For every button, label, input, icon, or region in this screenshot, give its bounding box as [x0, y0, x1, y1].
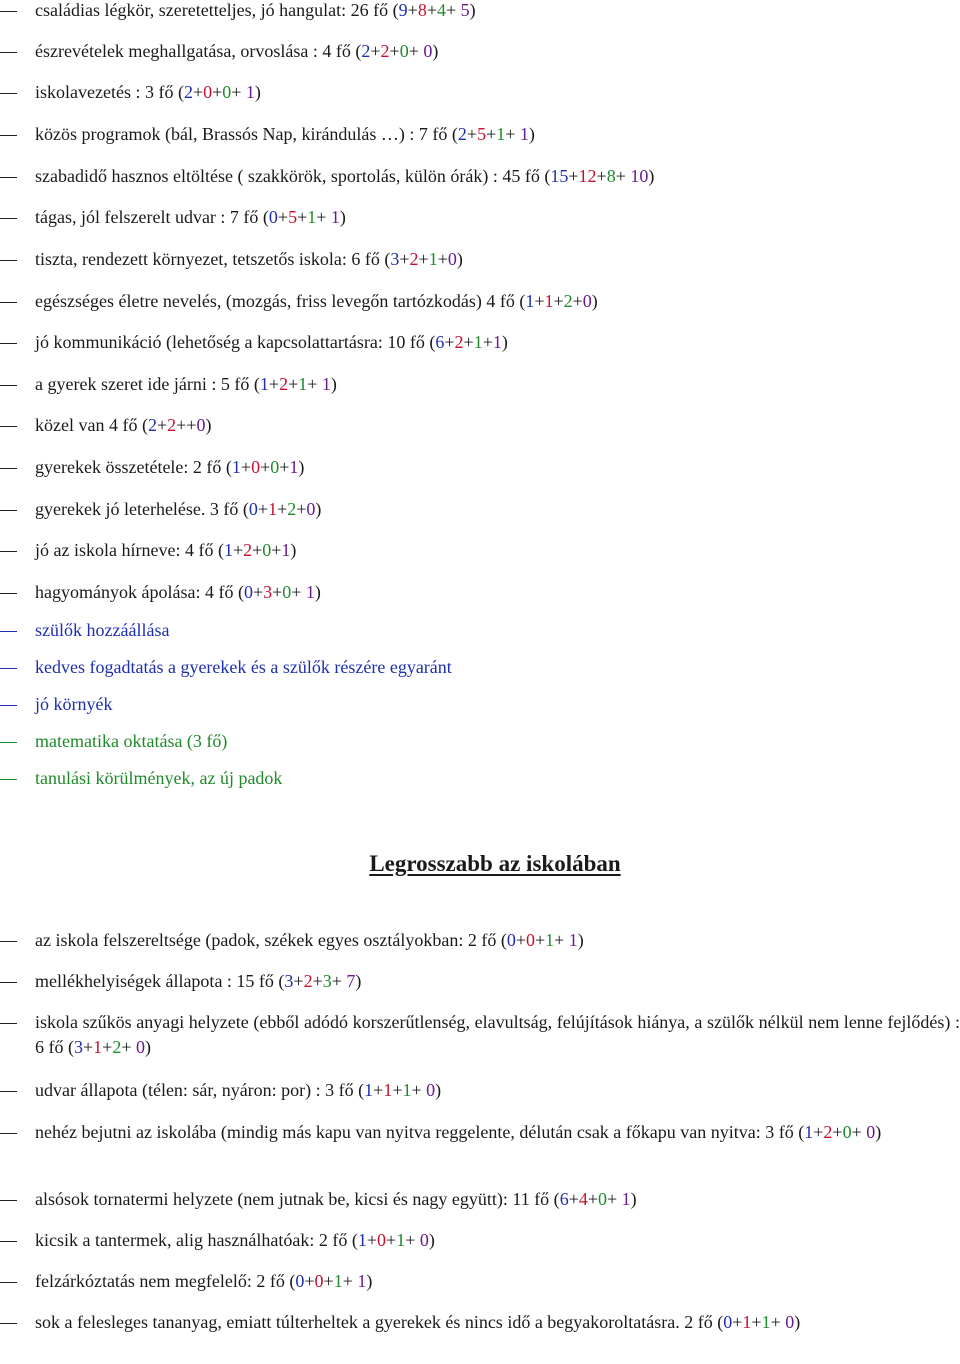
dash-bullet: [0, 260, 17, 261]
item-label: közel van 4 fő (: [35, 415, 148, 435]
dash-bullet: [0, 1323, 17, 1324]
dash-bullet: [0, 668, 17, 669]
count-3: 1: [298, 374, 308, 394]
dash-bullet: [0, 385, 17, 386]
dash-bullet: [0, 551, 17, 552]
count-1: 0: [268, 207, 278, 227]
item-label: hagyományok ápolása: 4 fő (: [35, 582, 244, 602]
item-label: udvar állapota (télen: sár, nyáron: por) : 3 fő (: [35, 1080, 365, 1100]
count-4: 0: [196, 415, 206, 435]
item-text: családias légkör, szeretetteljes, jó hangulat: 26 fő (9+8+4+ 5): [35, 0, 476, 20]
dash-bullet: [0, 593, 17, 594]
count-2: 4: [578, 1189, 588, 1209]
count-4: 0: [131, 1037, 145, 1057]
count-4: 0: [421, 1080, 436, 1100]
count-1: 15: [550, 166, 569, 186]
count-1: 1: [223, 540, 233, 560]
close-paren: ): [355, 971, 362, 991]
item-text: iskolavezetés : 3 fő (2+0+0+ 1): [35, 82, 261, 102]
count-3: 8: [606, 166, 616, 186]
count-4: 0: [780, 1312, 795, 1332]
count-1: 3: [390, 249, 400, 269]
count-1: 1: [357, 1230, 367, 1250]
dash-bullet: [0, 982, 17, 983]
item-text: hagyományok ápolása: 4 fő (0+3+0+ 1): [35, 582, 321, 602]
dash-bullet: [0, 631, 17, 632]
item-text: gyerekek összetétele: 2 fő (1+0+0+1): [35, 457, 305, 477]
item-label: kicsik a tantermek, alig használhatóak: 2 fő (: [35, 1230, 358, 1250]
count-3: 1: [473, 332, 483, 352]
item-text: jó környék: [35, 694, 113, 714]
dash-bullet: [0, 1200, 17, 1201]
count-4: 1: [317, 374, 331, 394]
dash-bullet: [0, 11, 17, 12]
count-3: 2: [563, 291, 573, 311]
close-paren: ): [144, 1037, 151, 1057]
item-text: sok a felesleges tananyag, emiatt túlterheltek a gyerekek és nincs idő a begyakoroltatásra. 2 fő (0+1+1+ 0): [35, 1312, 801, 1332]
count-2: 5: [477, 124, 487, 144]
close-paren: ): [254, 82, 261, 102]
count-1: 0: [723, 1312, 733, 1332]
dash-bullet: [0, 426, 17, 427]
item-label: sok a felesleges tananyag, emiatt túlterheltek a gyerekek és nincs idő a begyakoroltatásra. 2 fő (: [35, 1312, 724, 1332]
item-text: a gyerek szeret ide járni : 5 fő (1+2+1+ 1): [35, 374, 337, 394]
item-label: észrevételek meghallgatása, orvoslása : 4 fő (: [35, 41, 362, 61]
count-3: 1: [396, 1230, 406, 1250]
dash-bullet: [0, 742, 17, 743]
dash-bullet: [0, 468, 17, 469]
item-text: mellékhelyiségek állapota : 15 fő (3+2+3+ 7): [35, 971, 362, 991]
count-3: 0: [399, 41, 409, 61]
count-1: 3: [74, 1037, 83, 1057]
close-paren: ): [794, 1312, 801, 1332]
count-2: 0: [203, 82, 213, 102]
item-label: iskolavezetés : 3 fő (: [35, 82, 184, 102]
count-4: 1: [301, 582, 315, 602]
count-2: 2: [167, 415, 177, 435]
close-paren: ): [366, 1271, 373, 1291]
dash-bullet: [0, 218, 17, 219]
close-paren: ): [648, 166, 655, 186]
count-3: 4: [436, 0, 446, 20]
item-text: felzárkóztatás nem megfelelő: 2 fő (0+0+1+ 1): [35, 1271, 373, 1291]
count-4: 0: [447, 249, 457, 269]
close-paren: ): [528, 124, 535, 144]
count-1: 2: [147, 415, 157, 435]
count-2: 8: [417, 0, 427, 20]
count-4: 1: [352, 1271, 367, 1291]
count-2: 2: [823, 1122, 833, 1142]
count-3: 0: [270, 457, 280, 477]
count-1: 0: [243, 582, 253, 602]
close-paren: ): [428, 1230, 435, 1250]
count-4: 1: [564, 930, 578, 950]
count-2: 0: [377, 1230, 387, 1250]
item-text: matematika oktatása (3 fő): [35, 731, 228, 751]
count-1: 2: [183, 82, 193, 102]
item-text: jó kommunikáció (lehetőség a kapcsolattartásra: 10 fő (6+2+1+1): [35, 332, 508, 352]
close-paren: ): [435, 1080, 442, 1100]
count-4: 1: [289, 457, 299, 477]
item-text: szabadidő hasznos eltöltése ( szakkörök, sportolás, külön órák) : 45 fő (15+12+8+ 10): [35, 166, 655, 186]
count-4: 0: [861, 1122, 876, 1142]
close-paren: ): [469, 0, 476, 20]
item-label: jó kommunikáció (lehetőség a kapcsolattartásra: 10 fő (: [35, 332, 436, 352]
count-3: 1: [307, 207, 317, 227]
item-label: tágas, jól felszerelt udvar : 7 fő (: [35, 207, 269, 227]
count-4: 1: [241, 82, 255, 102]
count-3: 1: [545, 930, 555, 950]
count-2: 0: [525, 930, 535, 950]
item-text: észrevételek meghallgatása, orvoslása : 4 fő (2+2+0+ 0): [35, 41, 439, 61]
close-paren: ): [875, 1122, 882, 1142]
count-1: 1: [231, 457, 241, 477]
count-4: 0: [418, 41, 433, 61]
item-text: nehéz bejutni az iskolába (mindig más kapu van nyitva reggelente, délután csak a főkapu van nyitva: 3 fő (1+2+0+ 0): [35, 1122, 882, 1142]
dash-bullet: [0, 302, 17, 303]
count-3: 2: [112, 1037, 122, 1057]
dash-bullet: [0, 1091, 17, 1092]
count-4: 1: [492, 332, 502, 352]
item-label: gyerekek összetétele: 2 fő (: [35, 457, 232, 477]
item-text: udvar állapota (télen: sár, nyáron: por) : 3 fő (1+1+1+ 0): [35, 1080, 442, 1100]
item-label: nehéz bejutni az iskolába (mindig más kapu van nyitva reggelente, délután csak a főkapu van nyitva: 3 fő (: [35, 1122, 805, 1142]
count-2: 2: [380, 41, 390, 61]
item-text: gyerekek jó leterhelése. 3 fő (0+1+2+0): [35, 499, 322, 519]
count-2: 1: [383, 1080, 393, 1100]
item-label: jó az iskola hírneve: 4 fő (: [35, 540, 224, 560]
dash-bullet: [0, 1133, 17, 1134]
count-3: 0: [842, 1122, 852, 1142]
item-label: alsósok tornatermi helyzete (nem jutnak be, kicsi és nagy együtt): 11 fő (: [35, 1189, 560, 1209]
close-paren: ): [630, 1189, 637, 1209]
item-text: iskola szűkös anyagi helyzete (ebből adódó korszerűtlenség, elavultság, felújítások hiánya, a szülők nélkül nem lenne fejlődés) : 6 fő (3+1+2+ 0): [35, 1012, 960, 1057]
item-text: az iskola felszereltsége (padok, székek egyes osztályokban: 2 fő (0+0+1+ 1): [35, 930, 584, 950]
count-2: 2: [303, 971, 313, 991]
count-1: 0: [506, 930, 516, 950]
count-2: 12: [578, 166, 597, 186]
count-4: 0: [306, 499, 316, 519]
count-2: 2: [454, 332, 464, 352]
close-paren: ): [339, 207, 346, 227]
count-3: 0: [222, 82, 232, 102]
item-text: alsósok tornatermi helyzete (nem jutnak be, kicsi és nagy együtt): 11 fő (6+4+0+ 1): [35, 1189, 637, 1209]
count-2: 1: [268, 499, 278, 519]
count-3: 0: [282, 582, 292, 602]
close-paren: ): [591, 291, 598, 311]
count-2: 3: [263, 582, 273, 602]
count-1: 3: [284, 971, 294, 991]
dash-bullet: [0, 779, 17, 780]
count-2: 0: [314, 1271, 324, 1291]
count-2: 2: [243, 540, 253, 560]
count-2: 1: [544, 291, 554, 311]
item-text: egészséges életre nevelés, (mozgás, friss levegőn tartózkodás) 4 fő (1+1+2+0): [35, 291, 598, 311]
count-4: 5: [456, 0, 470, 20]
count-2: 1: [742, 1312, 752, 1332]
item-label: tiszta, rendezett környezet, tetszetős iskola: 6 fő (: [35, 249, 391, 269]
count-1: 0: [295, 1271, 305, 1291]
item-text: kedves fogadtatás a gyerekek és a szülők részére egyaránt: [35, 657, 452, 677]
close-paren: ): [298, 457, 305, 477]
count-2: 2: [409, 249, 419, 269]
count-4: 1: [281, 540, 291, 560]
dash-bullet: [0, 705, 17, 706]
count-1: 1: [525, 291, 535, 311]
section-heading: Legrosszabb az iskolában: [369, 851, 621, 876]
count-3: 3: [322, 971, 332, 991]
count-4: 1: [515, 124, 529, 144]
item-text: tágas, jól felszerelt udvar : 7 fő (0+5+1+ 1): [35, 207, 346, 227]
item-text: tiszta, rendezett környezet, tetszetős iskola: 6 fő (3+2+1+0): [35, 249, 463, 269]
close-paren: ): [456, 249, 463, 269]
item-text: jó az iskola hírneve: 4 fő (1+2+0+1): [35, 540, 297, 560]
item-label: családias légkör, szeretetteljes, jó hangulat: 26 fő (: [35, 0, 399, 20]
item-label: az iskola felszereltsége (padok, székek egyes osztályokban: 2 fő (: [35, 930, 507, 950]
count-3: 1: [496, 124, 506, 144]
close-paren: ): [432, 41, 439, 61]
count-1: 0: [248, 499, 258, 519]
dash-bullet: [0, 343, 17, 344]
count-3: 1: [333, 1271, 343, 1291]
dash-bullet: [0, 1023, 17, 1024]
count-2: 1: [93, 1037, 103, 1057]
dash-bullet: [0, 52, 17, 53]
close-paren: ): [501, 332, 508, 352]
count-1: 6: [559, 1189, 569, 1209]
count-1: 2: [361, 41, 371, 61]
item-label: iskola szűkös anyagi helyzete (ebből adódó korszerűtlenség, elavultság, felújítások hiánya, a szülők nélkül nem lenne fejlődés) : 6 fő (: [35, 1012, 960, 1057]
item-text: kicsik a tantermek, alig használhatóak: 2 fő (1+0+1+ 0): [35, 1230, 435, 1250]
count-3: 0: [598, 1189, 607, 1209]
item-text: tanulási körülmények, az új padok: [35, 768, 283, 788]
item-text: szülők hozzáállása: [35, 620, 170, 640]
dash-bullet: [0, 1282, 17, 1283]
close-paren: ): [315, 499, 322, 519]
count-3: 0: [262, 540, 272, 560]
item-label: a gyerek szeret ide járni : 5 fő (: [35, 374, 260, 394]
count-4: 10: [625, 166, 649, 186]
close-paren: ): [290, 540, 297, 560]
count-3: 1: [761, 1312, 771, 1332]
item-label: felzárkóztatás nem megfelelő: 2 fő (: [35, 1271, 296, 1291]
item-text: közös programok (bál, Brassós Nap, kirándulás …) : 7 fő (2+5+1+ 1): [35, 124, 535, 144]
item-label: mellékhelyiségek állapota : 15 fő (: [35, 971, 285, 991]
item-label: egészséges életre nevelés, (mozgás, friss levegőn tartózkodás) 4 fő (: [35, 291, 526, 311]
close-paren: ): [205, 415, 212, 435]
dash-bullet: [0, 510, 17, 511]
item-label: szabadidő hasznos eltöltése ( szakkörök, sportolás, külön órák) : 45 fő (: [35, 166, 551, 186]
count-4: 1: [326, 207, 340, 227]
count-1: 1: [259, 374, 269, 394]
count-4: 7: [341, 971, 356, 991]
count-4: 0: [582, 291, 592, 311]
item-label: közös programok (bál, Brassós Nap, kirándulás …) : 7 fő (: [35, 124, 458, 144]
item-label: gyerekek jó leterhelése. 3 fő (: [35, 499, 249, 519]
close-paren: ): [314, 582, 321, 602]
count-1: 6: [435, 332, 445, 352]
dash-bullet: [0, 941, 17, 942]
count-4: 0: [415, 1230, 429, 1250]
dash-bullet: [0, 177, 17, 178]
count-3: 1: [402, 1080, 412, 1100]
dash-bullet: [0, 135, 17, 136]
close-paren: ): [577, 930, 584, 950]
count-1: 9: [398, 0, 408, 20]
count-2: 0: [251, 457, 261, 477]
count-1: 1: [364, 1080, 374, 1100]
item-text: közel van 4 fő (2+2++0): [35, 415, 212, 435]
count-3: 1: [428, 249, 438, 269]
count-3: 2: [287, 499, 297, 519]
count-1: 1: [804, 1122, 814, 1142]
count-1: 2: [457, 124, 467, 144]
count-4: 1: [617, 1189, 631, 1209]
count-2: 5: [288, 207, 298, 227]
count-2: 2: [279, 374, 289, 394]
close-paren: ): [330, 374, 337, 394]
dash-bullet: [0, 1241, 17, 1242]
dash-bullet: [0, 93, 17, 94]
